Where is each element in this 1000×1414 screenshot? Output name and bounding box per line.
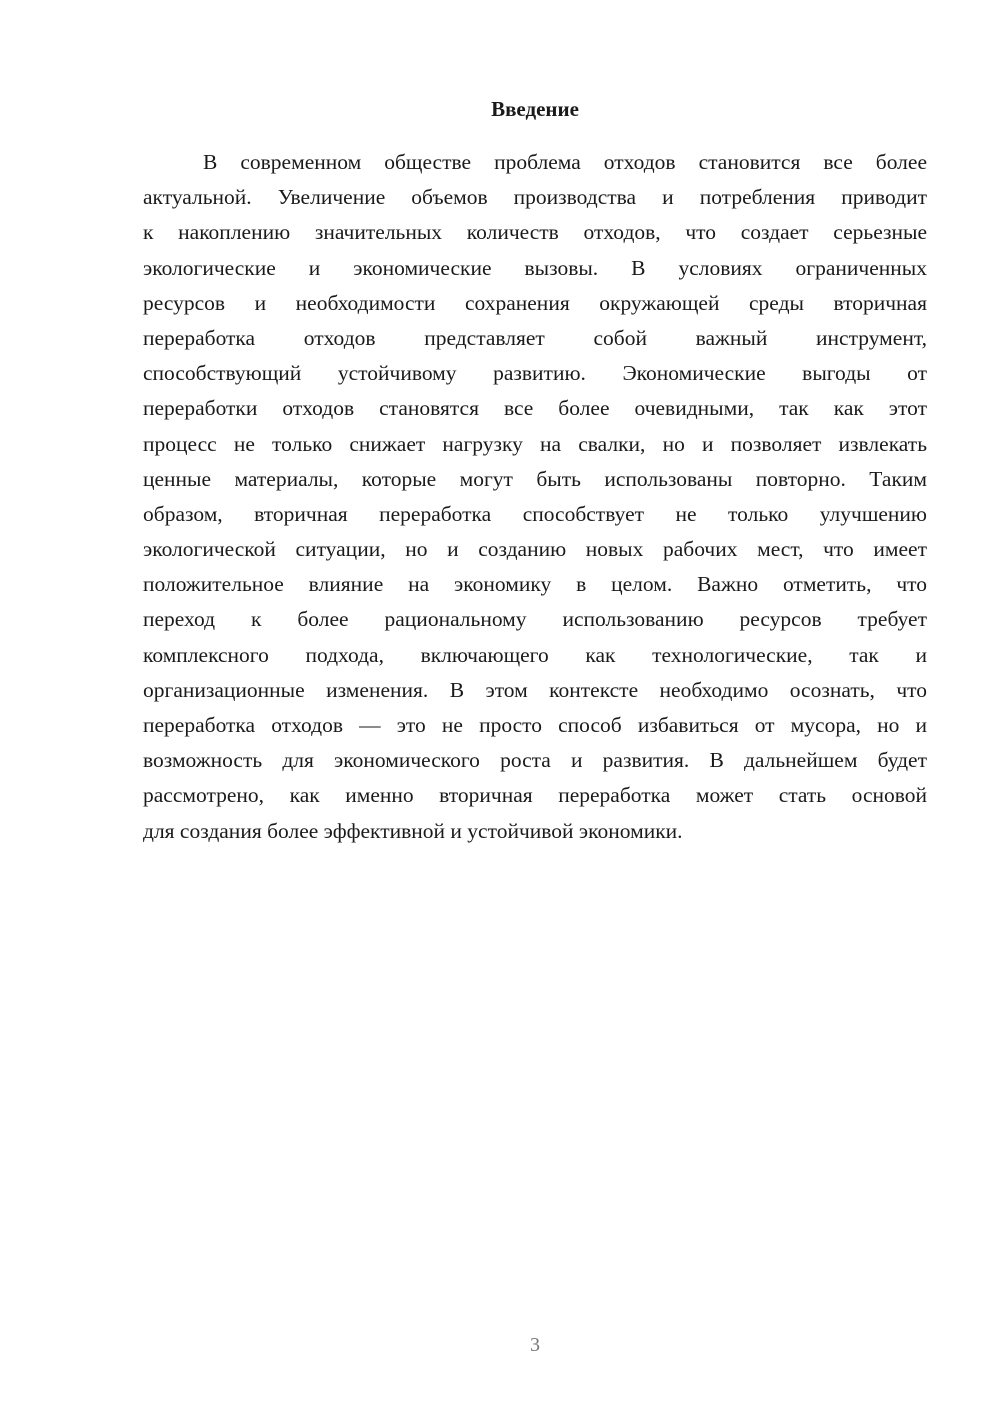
paragraph-line: переработка отходов представляет собой важный инструмент, <box>143 325 927 350</box>
paragraph-line: рассмотрено, как именно вторичная переработка может стать основой <box>143 783 927 808</box>
paragraph-line: В современном обществе проблема отходов становится все более <box>203 150 927 174</box>
section-heading: Введение <box>491 97 579 121</box>
paragraph-line: способствующий устойчивому развитию. Экономические выгоды от <box>143 361 927 386</box>
paragraph-line: переработка отходов — это не просто способ избавиться от мусора, но и <box>143 713 927 737</box>
paragraph-line: возможность для экономического роста и развития. В дальнейшем будет <box>143 748 927 773</box>
paragraph-line: ценные материалы, которые могут быть использованы повторно. Таким <box>143 466 927 491</box>
page-number: 3 <box>530 1334 540 1356</box>
paragraph-line: актуальной. Увеличение объемов производства и потребления приводит <box>143 185 927 210</box>
paragraph-line: образом, вторичная переработка способствует не только улучшению <box>143 501 927 526</box>
paragraph-line: ресурсов и необходимости сохранения окружающей среды вторичная <box>143 290 927 315</box>
paragraph-line: к накоплению значительных количеств отходов, что создает серьезные <box>143 220 927 245</box>
paragraph-line: для создания более эффективной и устойчивой экономики. <box>143 818 683 843</box>
paragraph-line: переработки отходов становятся все более очевидными, так как этот <box>143 396 927 421</box>
paragraph-line: процесс не только снижает нагрузку на свалки, но и позволяет извлекать <box>143 431 927 456</box>
paragraph-line: организационные изменения. В этом контексте необходимо осознать, что <box>143 677 927 702</box>
paragraph-line: положительное влияние на экономику в целом. Важно отметить, что <box>143 572 927 597</box>
paragraph-line: экологической ситуации, но и созданию новых рабочих мест, что имеет <box>143 537 927 562</box>
body-paragraph <box>143 145 927 849</box>
paragraph-line: переход к более рациональному использованию ресурсов требует <box>143 607 927 632</box>
paragraph-line: комплексного подхода, включающего как технологические, так и <box>143 642 927 667</box>
paragraph-line: экологические и экономические вызовы. В условиях ограниченных <box>143 255 927 280</box>
